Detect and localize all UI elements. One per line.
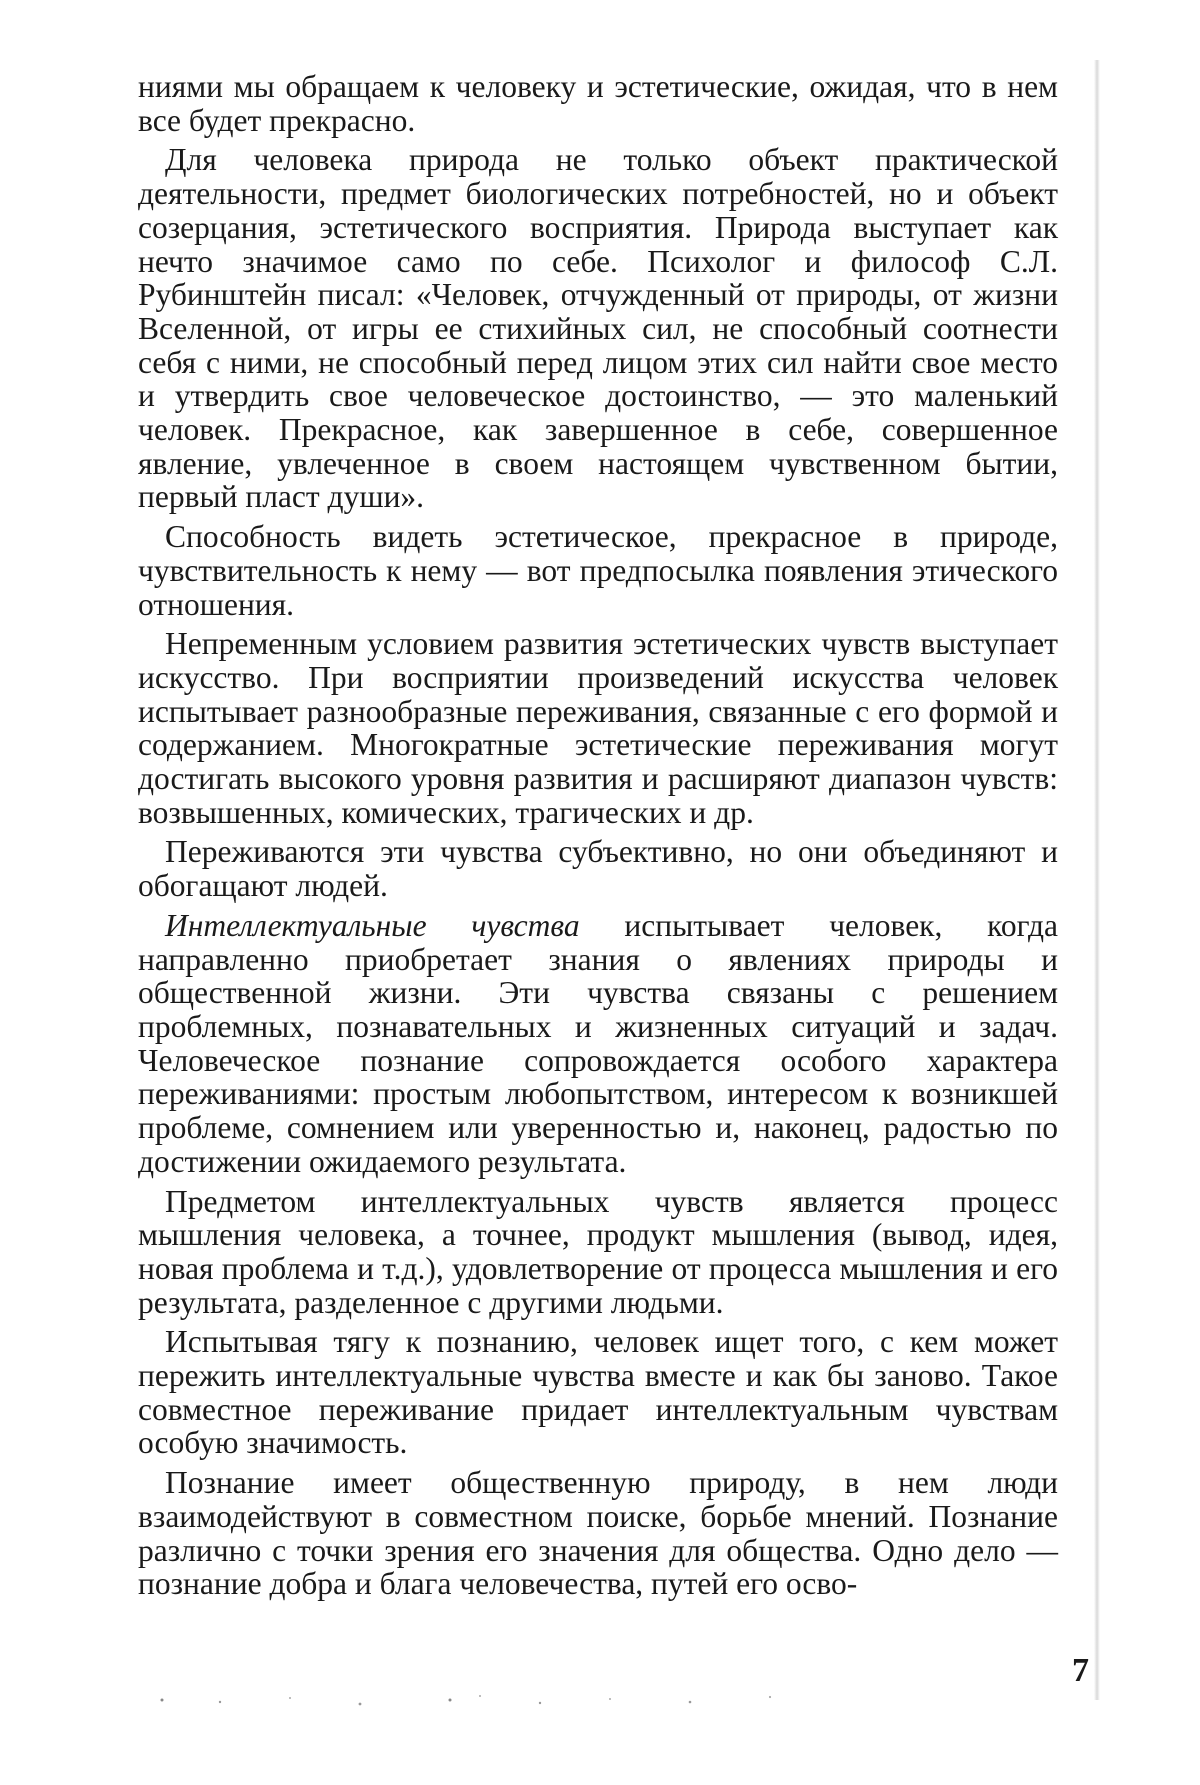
paragraph-craving: Испытывая тягу к познанию, человек ищет того, с кем может пережить интеллектуальные чувства вместе и как бы заново. Такое совместное переживание придает интеллектуальным чувствам особую значимость. [138,1325,1058,1460]
paragraph-intellectual [138,909,1058,1179]
paragraph-continuation: ниями мы обращаем к человеку и эстетические, ожидая, что в нем все будет прекрасно. [138,70,1058,137]
paragraph-subject: Предметом интеллектуальных чувств является процесс мышления человека, а точнее, продукт мышления (вывод, идея, новая проблема и т.д.), удовлетворение от процесса мышления и его результата, разделенное с другими людьми. [138,1185,1058,1320]
page-edge-shadow [1094,60,1100,1700]
term-intellectual-feelings: Интеллектуальные чувства [165,908,580,943]
paragraph-nature: Для человека природа не только объект практической деятельности, предмет биологических потребностей, но и объект созерцания, эстетического восприятия. Природа выступает как нечто значимое само по себе. Психолог и философ С.Л. Рубинштейн писал: «Человек, отчужденный от природы, от жизни Вселенной, от игры ее стихийных сил, не способный соотнести себя с ними, не способный перед лицом этих сил найти свое место и утвердить свое человеческое достоинство, — это маленький человек. Прекрасное, как завершенное в себе, совершенное явление, увлеченное в своем настоящем чувственном бытии, первый пласт души». [138,143,1058,514]
paragraph-ability: Способность видеть эстетическое, прекрасное в природе, чувствительность к нему — вот предпосылка появления этического отношения. [138,520,1058,621]
scan-specks [150,1682,1050,1712]
book-page [0,0,1200,1785]
body-text [138,70,1058,1607]
paragraph-art: Непременным условием развития эстетических чувств выступает искусство. При восприятии произведений искусства человек испытывает разнообразные переживания, связанные с его формой и содержанием. Многократные эстетические переживания могут достигать высокого уровня развития и расширяют диапазон чувств: возвышенных, комических, трагических и др. [138,627,1058,829]
paragraph-intellectual-body: испытывает человек, когда направленно приобретает знания о явлениях природы и общественной жизни. Эти чувства связаны с решением проблемных, познавательных и жизненных ситуаций и задач. Человеческое познание сопровождается особого характера переживаниями: простым любопытством, интересом к возникшей проблеме, сомнением или уверенностью и, наконец, радостью по достижении ожидаемого результата. [138,908,1058,1179]
page-number: 7 [1072,1652,1089,1690]
paragraph-cognition: Познание имеет общественную природу, в нем люди взаимодействуют в совместном поиске, борьбе мнений. Познание различно с точки зрения его значения для общества. Одно дело — познание добра и блага человечества, путей его осво- [138,1466,1058,1601]
paragraph-subjective: Переживаются эти чувства субъективно, но они объединяют и обогащают людей. [138,835,1058,902]
